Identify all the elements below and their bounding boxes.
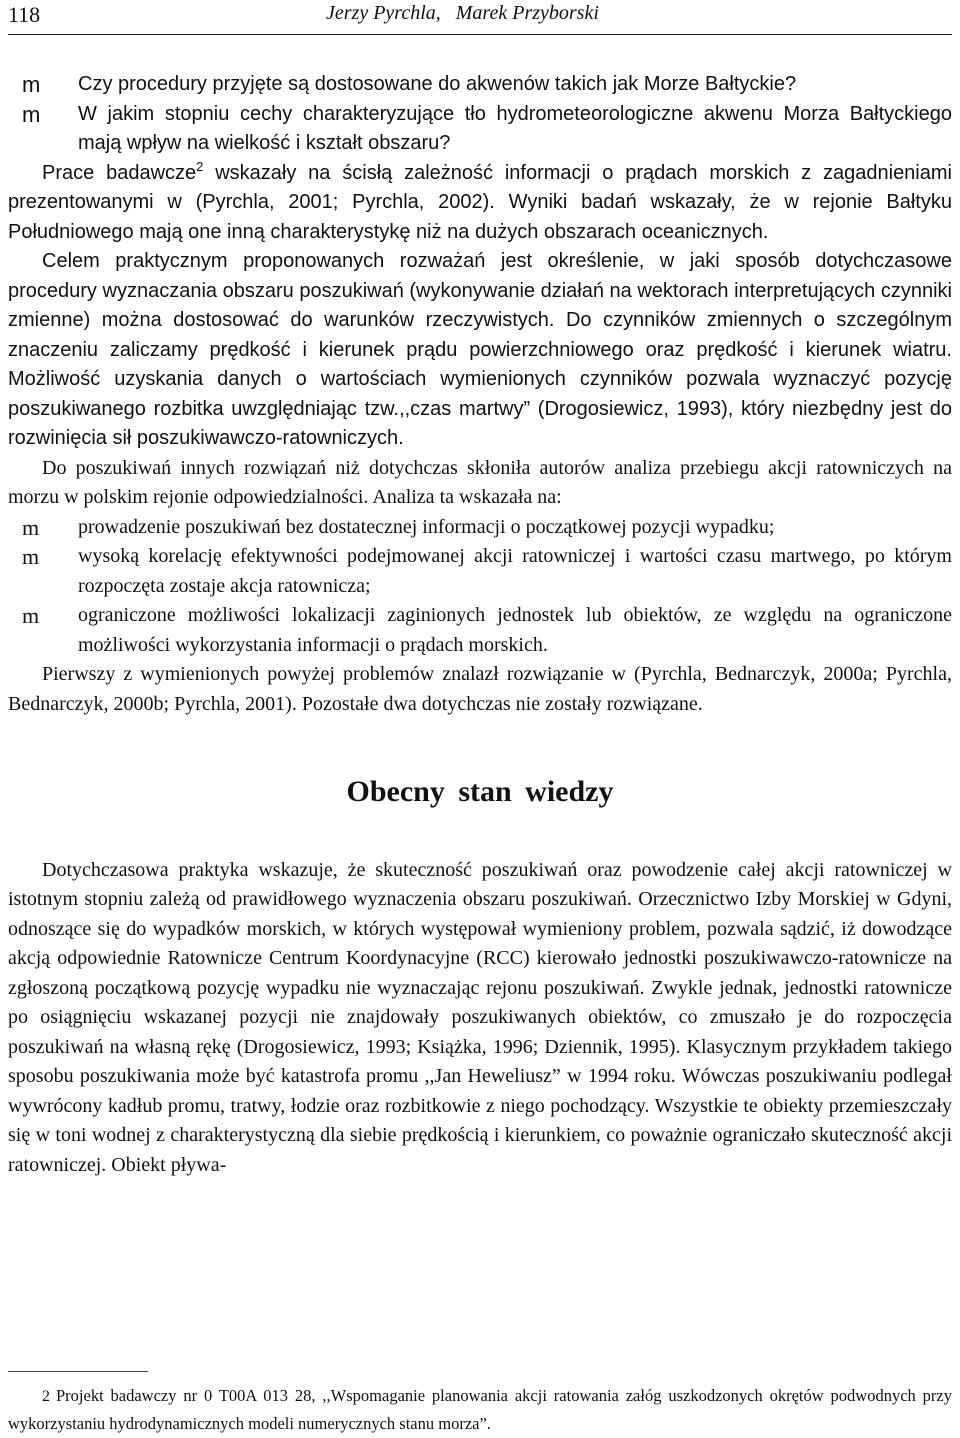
paragraph-goal: Celem praktycznym proponowanych rozważań jest określenie, w jaki sposób dotychczasowe procedury wyznaczania obszaru poszukiwań (wykonywanie działań na wektorach interpretujących czynniki zmienne) można dostosować do warunków rzeczywistych. Do czynników zmiennych o szczególnym znaczeniu zaliczamy prędkość i kierunek prądu powierzchniowego oraz prędkość i kierunek wiatru. Możliwość uzyskania danych o wartościach wymienionych czynników pozwala wyznaczyć pozycję poszukiwanego rozbitka uwzględniając tzw.,,czas martwy” (Drogosiewicz, 1993), który niezbędny jest do rozwinięcia sił poszukiwawczo-ratowniczych. [8,250,952,449]
running-header [8,0,952,35]
list-item [8,513,952,543]
bullet-icon: m [22,603,40,628]
footnote-reference: 2 [196,158,204,174]
list-item-text: wysoką korelację efektywności podejmowanej akcji ratowniczej i wartości czasu martwego, po którym rozpoczęta zostaje akcja ratownicza; [78,545,952,597]
paragraph-text: wskazały na ścisłą zależność informacji o prądach morskich z zagadnieniami prezentowanymi w (Pyrchla, 2001; Pyrchla, 2002). Wyniki badań wskazały, że w rejonie Bałtyku Południowego mają one inną charakterystykę niż na dużych obszarach oceanicznych. [8,161,952,243]
list-item-text: Czy procedury przyjęte są dostosowane do akwenów takich jak Morze Bałtyckie? [78,73,797,95]
running-head-authors: Jerzy Pyrchla, Marek Przyborski [326,2,599,24]
list-item [8,601,952,660]
page-number: 118 [8,2,41,27]
question-list [8,70,952,159]
list-item-text: ograniczone możliwości lokalizacji zaginionych jednostek lub obiektów, ze względu na ograniczone możliwości wykorzystania informacji o prądach morskich. [78,604,952,656]
list-item [8,100,952,159]
paragraph-first-problem: Pierwszy z wymienionych powyżej problemów znalazł rozwiązanie w (Pyrchla, Bednarczyk, 2000a; Pyrchla, Bednarczyk, 2000b; Pyrchla, 2001). Pozostałe dwa dotychczas nie zostały rozwiązane. [8,663,952,715]
section-title: Obecny stan wiedzy [346,775,614,808]
bullet-icon: m [22,101,41,127]
paragraph-analysis: Do poszukiwań innych rozwiązań niż dotychczas skłoniła autorów analiza przebiegu akcji ratowniczych na morzu w polskim rejonie odpowiedzialności. Analiza ta wskazała na: [8,456,952,508]
page-body [8,70,952,1180]
footnote-divider [8,1371,148,1372]
bullet-icon: m [22,514,40,540]
footnote [8,1382,952,1437]
footnote-number: 2 [42,1388,50,1405]
bullet-icon: m [22,544,40,569]
paragraph-text: Prace badawcze [42,161,197,184]
list-item-text: prowadzenie poszukiwań bez dostatecznej informacji o początkowej pozycji wypadku; [78,515,775,538]
bullet-icon: m [22,72,41,97]
list-item [8,542,952,601]
footnote-text: Projekt badawczy nr 0 T00A 013 28, ,,Wspomaganie planowania akcji ratowania załóg uszkodzonych okrętów podwodnych przy wykorzystaniu hydrodynamicznych modeli numerycznych stanu morza”. [8,1386,952,1433]
paragraph-state-of-knowledge: Dotychczasowa praktyka wskazuje, że skuteczność poszukiwań oraz powodzenie całej akcji ratowniczej w istotnym stopniu zależą od prawidłowego wyznaczenia obszaru poszukiwań. Orzecznictwo Izby Morskiej w Gdyni, odnoszące się do wypadków morskich, w których występował wymieniony problem, pozwala sądzić, iż dowodzące akcją odpowiednie Ratownicze Centrum Koordynacyjne (RCC) kierowało jednostki poszukiwawczo-ratownicze na zgłoszoną początkową pozycję wypadku nie wyznaczając rejonu poszukiwań. Zwykle jednak, jednostki ratownicze po osiągnięciu wskazanej pozycji nie znajdowały poszukiwanych obiektów, co zmuszało je do rozpoczęcia poszukiwań na własną rękę (Drogosiewicz, 1993; Książka, 1996; Dziennik, 1995). Klasycznym przykładem takiego sposobu poszukiwania może być katastrofa promu ,,Jan Heweliusz” w 1994 roku. Wówczas poszukiwaniu podlegał wywrócony kadłub promu, tratwy, łodzie oraz rozbitkowie z niego pochodzący. Wszystkie te obiekty przemieszczały się w toni wodnej z charakterystyczną dla siebie prędkością i kierunkiem, co poważnie ograniczało skuteczność akcji ratowniczej. Obiekt pływa- [8,858,952,1176]
list-item-text: W jakim stopniu cechy charakteryzujące tło hydrometeorologiczne akwenu Morza Bałtyckiego mają wpływ na wielkość i kształt obszaru? [78,102,952,154]
paragraph-research [8,159,952,248]
analysis-list [8,513,952,661]
list-item [8,70,952,100]
